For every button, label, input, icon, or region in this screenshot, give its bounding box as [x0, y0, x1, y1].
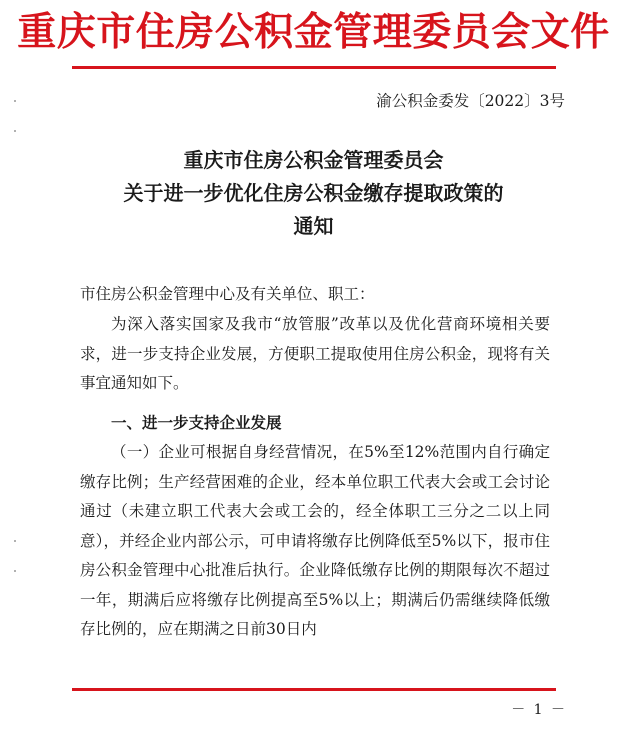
intro-paragraph: 为深入落实国家及我市“放管服”改革以及优化营商环境相关要求，进一步支持企业发展，方便职工提取使用住房公积金，现将有关事宜通知如下。 [80, 315, 550, 392]
title-line-1: 重庆市住房公积金管理委员会 [183, 148, 444, 172]
item-1-paragraph: （一）企业可根据自身经营情况，在5%至12%范围内自行确定缴存比例；生产经营困难的企业，经本单位职工代表大会或工会讨论通过（未建立职工代表大会或工会的，经全体职工三分之二以上同意），并经企业内部公示，可申请将缴存比例降低至5%以下，报市住房公积金管理中心批准后执行。企业降低缴存比例的期限每次不超过一年，期满后应将缴存比例提高至5%以上；期满后仍需继续降低缴存比例的，应在期满之日前30日内 [80, 443, 550, 638]
top-red-rule [72, 66, 556, 69]
page-number: － 1 － [511, 702, 567, 718]
scan-mark [14, 570, 16, 572]
addressee: 市住房公积金管理中心及有关单位、职工： [80, 285, 375, 303]
scan-mark [14, 100, 16, 102]
masthead: 重庆市住房公积金管理委员会文件 [17, 9, 610, 55]
bottom-red-rule [72, 688, 556, 691]
scan-mark [14, 130, 16, 132]
title-line-2: 关于进一步优化住房公积金缴存提取政策的 [123, 181, 504, 205]
title-line-3: 通知 [293, 214, 334, 238]
scan-mark [14, 540, 16, 542]
section-1-heading: 一、进一步支持企业发展 [111, 413, 282, 432]
document-number: 渝公积金委发〔2022〕3号 [376, 92, 565, 110]
